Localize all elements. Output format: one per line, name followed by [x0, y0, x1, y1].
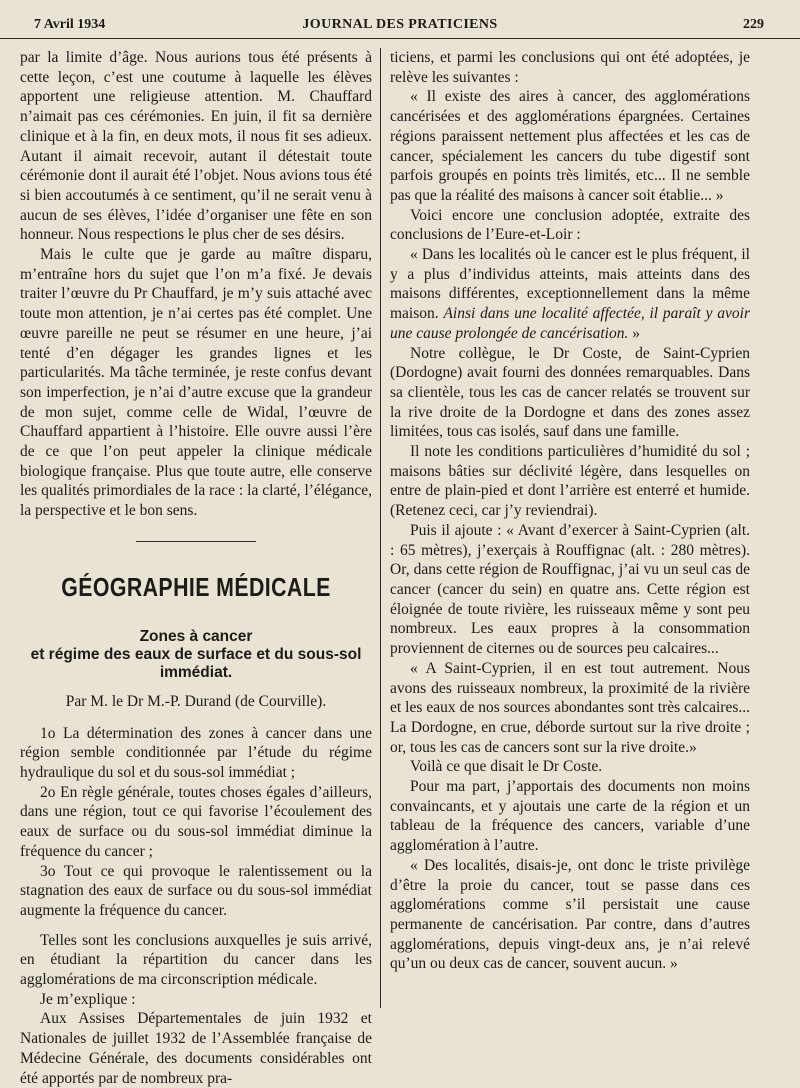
journal-title: JOURNAL DES PRATICIENS — [302, 17, 498, 32]
numbered-point: 2o En règle générale, toutes choses égales d’ailleurs, dans une région, tout ce qui favorise l’écoulement des eaux de surface ou du sous-sol immédiat diminue la fréquence du cancer ; — [20, 783, 372, 860]
quote-text: « Dans les localités où le cancer est le plus fréquent, il y a plus d’individus atteints, mais atteints dans des maisons différentes, exceptionnellement dans la même maison. — [390, 246, 750, 323]
right-column — [390, 48, 750, 974]
page-header — [0, 0, 800, 39]
quotation: « A Saint-Cyprien, il en est tout autrement. Nous avons des ruisseaux nombreux, la proximité de la rivière et les eaux de nos sources abondantes sont très calcaires... La Dordogne, en crue, déborde surtout sur la rive droite ; or, tous les cas de cancers sont sur la rive droite.» — [390, 659, 750, 756]
paragraph: Notre collègue, le Dr Coste, de Saint-Cyprien (Dordogne) avait fourni des données remarquables. Dans sa clientèle, tous les cas de cancer relatés se trouvent sur la rive droite de la Dordogne et dans des zones assez limitées, tous cas isolés, sauf dans une famille. — [390, 344, 750, 441]
paragraph: Aux Assises Départementales de juin 1932 et Nationales de juillet 1932 de l’Assemblée française de Médecine Générale, des documents considérables ont été apportés par de nombreux pra- — [20, 1010, 372, 1087]
quotation — [390, 245, 750, 344]
issue-date: 7 Avril 1934 — [34, 17, 106, 32]
paragraph: Voici encore une conclusion adoptée, extraite des conclusions de l’Eure-et-Loir : — [390, 206, 750, 244]
paragraph: Je m’explique : — [40, 990, 136, 1008]
article-title: Zones à cancer — [139, 627, 253, 645]
paragraph: Pour ma part, j’apportais des documents non moins convaincants, et y ajoutais une carte de la région et un tableau de la fréquence des cancers, variable d’une agglomération à l’autre. — [390, 778, 750, 855]
paragraph: ticiens, et parmi les conclusions qui ont été adoptées, je relève les suivantes : — [390, 49, 750, 86]
paragraph: Mais le culte que je garde au maître disparu, m’entraîne hors du sujet que l’on m’a fixé. Je devais traiter l’œuvre du Pr Chauffard, je m’y suis attaché avec toute mon attention, je n’ai certes pas été complet. Une œuvre pareille ne peut se résumer en une heure, j’ai tenté d’en dégager les grandes lignes et les particularités. Ma tâche terminée, je reste confus devant son imperfection, je n’ai d’autre excuse que la grandeur de mon sujet, comme celle de Widal, l’œuvre de Chauffard appartient à l’histoire. Elle ouvre aussi l’ère de ce que l’on peut appeler la clinique médicale biologique française. Plus que toute autre, elle conserve les qualités primordiales de la race : la clarté, l’élégance, la perspective et le bon sens. — [20, 246, 372, 520]
author-byline: Par M. le Dr M.-P. Durand (de Courville). — [65, 692, 327, 710]
paragraph: Il note les conditions particulières d’humidité du sol ; maisons bâties sur déclivité légère, dans lesquelles on entre de plain-pied et dont l’arrière est enterré et humide. (Retenez ceci, car j’y reviendrai). — [390, 443, 750, 520]
page-number: 229 — [743, 17, 764, 32]
left-column — [20, 48, 372, 1088]
article-subtitle: et régime des eaux de surface et du sous-sol immédiat. — [30, 645, 362, 681]
section-divider — [136, 541, 256, 542]
column-rule — [380, 48, 381, 1008]
paragraph: Telles sont les conclusions auxquelles je suis arrivé, en étudiant la répartition du cancer dans les agglomérations de ma circonscription médicale. — [20, 931, 372, 989]
paragraph: Puis il ajoute : « Avant d’exercer à Saint-Cyprien (alt. : 65 mètres), j’exerçais à Rouffignac (alt. : 280 mètres). Or, dans cette région de Rouffignac, j’ai vu un seul cas de cancer (cancer du sein) en quatre ans. Cette région est éloignée de toute rivière, les ruisseaux même y sont peu nombreux. Les eaux propres à la consommation proviennent de citernes ou de sources peu calcaires... — [390, 521, 750, 658]
quotation: « Des localités, disais-je, ont donc le triste privilège d’être la proie du cancer, tout se passe dans ces agglomérations comme s’il persistait une cause permanente de cancérisation. Par contre, dans d’autres agglomérations, depuis vingt-deux ans, je n’ai relevé qu’un ou deux cas de cancer, souvent aucun. » — [390, 856, 750, 973]
paragraph: Voilà ce que disait le Dr Coste. — [410, 758, 603, 776]
numbered-point: 3o Tout ce qui provoque le ralentissement ou la stagnation des eaux de surface ou du sous-sol immédiat augmente la fréquence du cancer. — [20, 862, 372, 919]
quote-close: » — [628, 324, 640, 342]
numbered-point: 1o La détermination des zones à cancer dans une région semble conditionnée par l’étude du régime hydraulique du sol et du sous-sol immédiat ; — [20, 724, 372, 781]
quote-italic-text: Ainsi dans une localité affectée, il paraît y avoir une cause prolongée de cancérisation. — [390, 305, 750, 342]
quotation: « Il existe des aires à cancer, des agglomérations cancérisées et des agglomérations épargnées. Certaines régions paraissent nettement plus affectées et les cas de cancer, spécialement les cancers du tube digestif sont parfois groupés en points très limités, etc... Il ne semble pas que la réalité des maisons à cancer soit établie... » — [390, 88, 750, 204]
section-title: GÉOGRAPHIE MÉDICALE — [61, 571, 331, 602]
paragraph: par la limite d’âge. Nous aurions tous été présents à cette leçon, c’est une coutume à laquelle les élèves apportent une religieuse attention. M. Chauffard n’aimait pas ces cérémonies. En juin, il fit sa dernière clinique et à la fin, en deux mots, il nous fit ses adieux. Autant il aimait recevoir, autant il détestait toute cérémonie dont il aurait été l’objet. Nous avions tous été si bien accoutumés à ce sentiment, qu’il ne serait venu à aucun de ses élèves, l’idée d’organiser une fête en son honneur. Nous respections le plus cher de ses désirs. — [20, 49, 372, 244]
